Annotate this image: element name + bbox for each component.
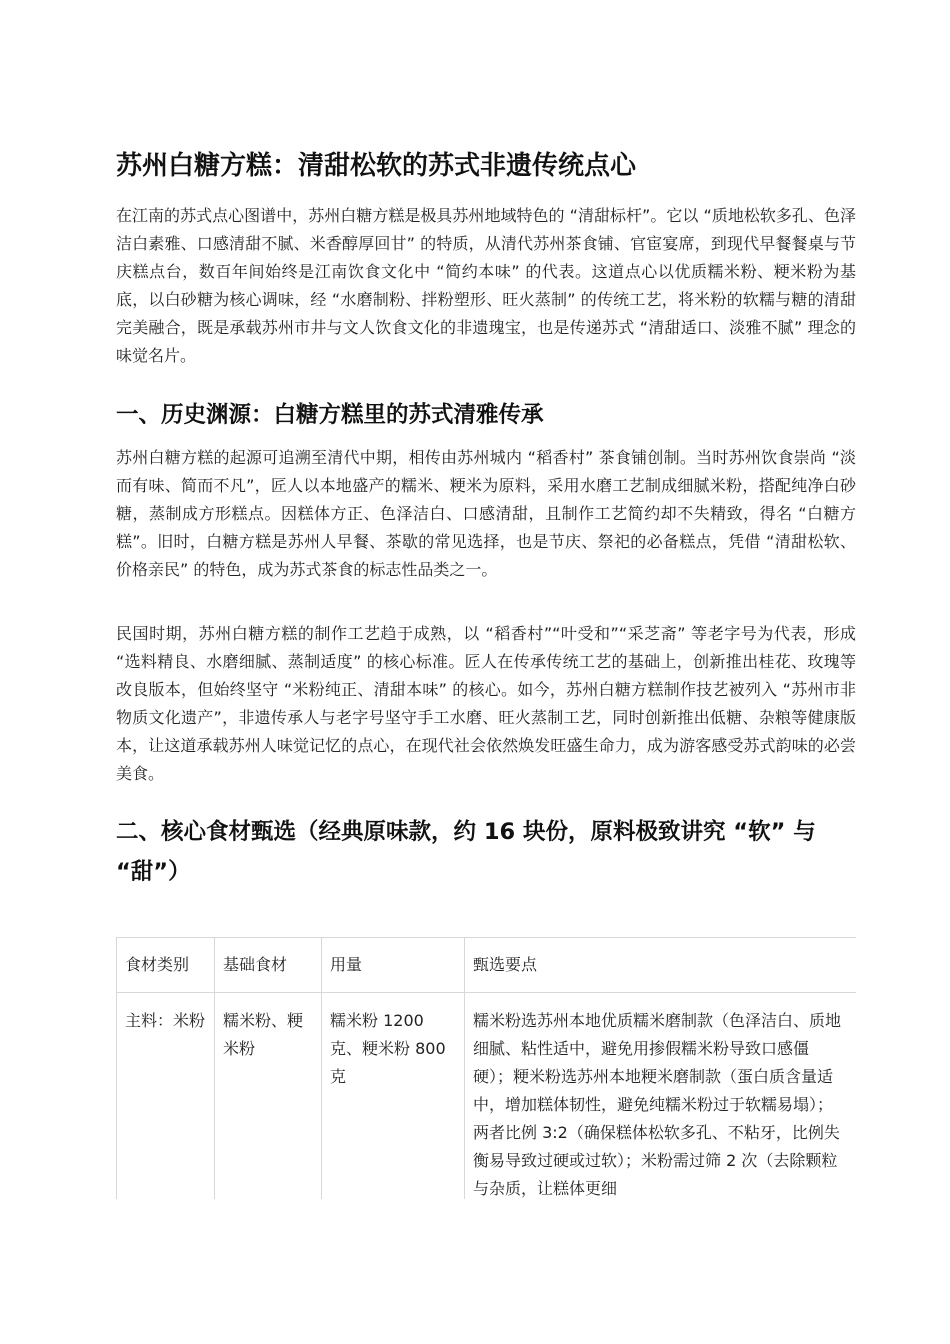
history-paragraph-1: 苏州白糖方糕的起源可追溯至清代中期，相传由苏州城内 “稻香村” 茶食铺创制。当时苏州饮食崇尚 “淡而有味、简而不凡”，匠人以本地盛产的糯米、粳米为原料，采用水磨工艺制成细腻米粉，搭配纯净白砂糖，蒸制成方形糕点。因糕体方正、色泽洁白、口感清甜，且制作工艺简约却不失精致，得名 “白糖方糕”。旧时，白糖方糕是苏州人早餐、茶歇的常见选择，也是节庆、祭祀的必备糕点，凭借 “清甜松软、价格亲民” 的特色，成为苏式茶食的标志性品类之一。 bbox=[116, 448, 856, 579]
table-header-cell: 食材类别 bbox=[117, 938, 215, 993]
section-heading-history: 一、历史渊源：白糖方糕里的苏式清雅传承 bbox=[116, 402, 544, 428]
table-row bbox=[117, 993, 857, 1200]
table-header-cell: 用量 bbox=[322, 938, 465, 993]
table-cell-selection-notes: 糯米粉选苏州本地优质糯米磨制款（色泽洁白、质地细腻、粘性适中，避免用掺假糯米粉导致口感僵硬）；粳米粉选苏州本地粳米磨制款（蛋白质含量适中，增加糕体韧性，避免纯糯米粉过于软糯易塌）；两者比例 3:2（确保糕体松软多孔、不粘牙，比例失衡易导致过硬或过软）；米粉需过筛 2 次（去除颗粒与杂质，让糕体更细 bbox=[465, 993, 857, 1200]
table-header-row bbox=[117, 938, 857, 993]
table-cell-category: 主料：米粉 bbox=[117, 993, 215, 1200]
ingredients-table-wrapper bbox=[116, 937, 856, 1199]
table-header-cell: 基础食材 bbox=[215, 938, 322, 993]
ingredients-table bbox=[116, 937, 856, 1199]
table-cell-ingredient: 糯米粉、粳米粉 bbox=[215, 993, 322, 1200]
page-title: 苏州白糖方糕：清甜松软的苏式非遗传统点心 bbox=[116, 151, 637, 181]
history-paragraph-2: 民国时期，苏州白糖方糕的制作工艺趋于成熟，以 “稻香村”“叶受和”“采芝斋” 等老字号为代表，形成 “选料精良、水磨细腻、蒸制适度” 的核心标准。匠人在传承传统工艺的基础上，创新推出桂花、玫瑰等改良版本，但始终坚守 “米粉纯正、清甜本味” 的核心。如今，苏州白糖方糕制作技艺被列入 “苏州市非物质文化遗产”，非遗传承人与老字号坚守手工水磨、旺火蒸制工艺，同时创新推出低糖、杂粮等健康版本，让这道承载苏州人味觉记忆的点心，在现代社会依然焕发旺盛生命力，成为游客感受苏式韵味的必尝美食。 bbox=[116, 624, 856, 783]
section-heading-ingredients: 二、核心食材甄选（经典原味款，约 16 块份，原料极致讲究 “软” 与 “甜”） bbox=[116, 819, 816, 885]
table-header-cell: 甄选要点 bbox=[465, 938, 857, 993]
intro-paragraph: 在江南的苏式点心图谱中，苏州白糖方糕是极具苏州地域特色的 “清甜标杆”。它以 “质地松软多孔、色泽洁白素雅、口感清甜不腻、米香醇厚回甘” 的特质，从清代苏州茶食铺、官宦宴席，到现代早餐餐桌与节庆糕点台，数百年间始终是江南饮食文化中 “简约本味” 的代表。这道点心以优质糯米粉、粳米粉为基底，以白砂糖为核心调味，经 “水磨制粉、拌粉塑形、旺火蒸制” 的传统工艺，将米粉的软糯与糖的清甜完美融合，既是承载苏州市井与文人饮食文化的非遗瑰宝，也是传递苏式 “清甜适口、淡雅不腻” 理念的味觉名片。 bbox=[116, 206, 856, 365]
table-cell-amount: 糯米粉 1200 克、粳米粉 800 克 bbox=[322, 993, 465, 1200]
